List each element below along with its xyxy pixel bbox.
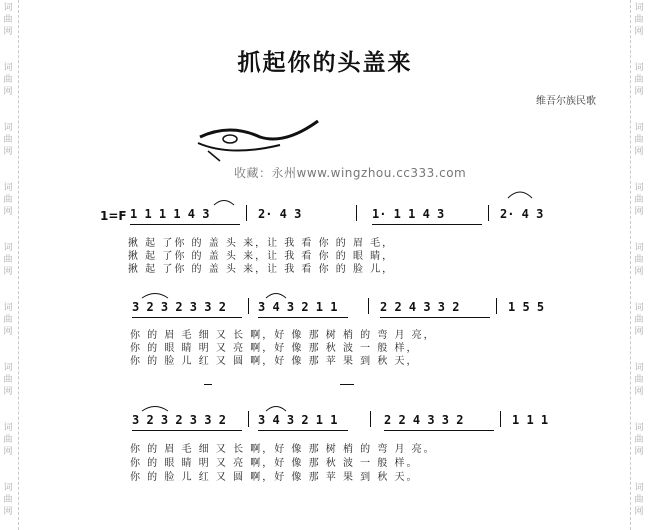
measure-notes: 2 2 4 3 3 2 bbox=[384, 413, 464, 427]
fermata bbox=[506, 186, 534, 200]
tie-arc bbox=[264, 402, 288, 412]
bar-line bbox=[368, 298, 369, 314]
beam bbox=[380, 317, 490, 318]
song-source: 维吾尔族民歌 bbox=[536, 96, 596, 107]
measure-notes: 1 5 5 bbox=[508, 300, 545, 314]
key-signature: 1=F bbox=[100, 209, 127, 223]
measure-notes: 2· 4 3 bbox=[500, 207, 544, 221]
lyric-line: 你 的 眉 毛 细 又 长 啊，好 像 那 树 梢 的 弯 月 亮。 bbox=[130, 444, 436, 455]
measure-notes: 2· 4 3 bbox=[258, 207, 302, 221]
beam bbox=[130, 224, 240, 225]
measure-notes: 1 1 1 bbox=[512, 413, 549, 427]
left-watermark-strip bbox=[0, 0, 19, 530]
watermark: 词 曲 网 bbox=[634, 363, 644, 397]
measure-notes: 1· 1 1 4 3 bbox=[372, 207, 445, 221]
watermark: 词 曲 网 bbox=[634, 63, 644, 97]
song-title: 抓起你的头盖来 bbox=[237, 49, 413, 76]
bar-line bbox=[356, 205, 357, 221]
beam bbox=[132, 430, 242, 431]
right-watermark-strip bbox=[630, 0, 649, 530]
beam bbox=[372, 224, 482, 225]
lyric-line: 你 的 脸 儿 红 又 圆 啊，好 像 那 苹 果 到 秋 天。 bbox=[130, 472, 419, 483]
watermark: 词 曲 网 bbox=[3, 63, 13, 97]
beam bbox=[258, 430, 348, 431]
watermark: 词 曲 网 bbox=[634, 3, 644, 37]
measure-notes: 1 1 1 1 4 3 bbox=[130, 207, 210, 221]
measure-notes: 3 4 3 2 1 1 bbox=[258, 413, 338, 427]
watermark: 词 曲 网 bbox=[634, 423, 644, 457]
watermark: 词 曲 网 bbox=[3, 183, 13, 217]
lyric-line: 你 的 眼 睛 明 又 亮 啊，好 像 那 秋 波 一 般 样。 bbox=[130, 458, 419, 469]
bar-line bbox=[500, 411, 501, 427]
lyric-line: 揪 起 了你 的 盖 头 来，让 我 看 你 的 脸 儿， bbox=[128, 264, 395, 275]
dash-mark bbox=[340, 384, 354, 385]
watermark: 词 曲 网 bbox=[3, 123, 13, 157]
lyric-line: 你 的 眼 睛 明 又 亮 啊，好 像 那 秋 波 一 般 样， bbox=[130, 343, 419, 354]
watermark: 词 曲 网 bbox=[634, 183, 644, 217]
beam bbox=[384, 430, 494, 431]
watermark: 词 曲 网 bbox=[3, 303, 13, 337]
measure-notes: 3 2 3 2 3 3 2 bbox=[132, 413, 226, 427]
measure-notes: 2 2 4 3 3 2 bbox=[380, 300, 460, 314]
watermark: 词 曲 网 bbox=[634, 123, 644, 157]
bar-line bbox=[246, 205, 247, 221]
watermark: 词 曲 网 bbox=[3, 363, 13, 397]
site-url: 收藏：永州www.wingzhou.cc333.com bbox=[234, 166, 467, 180]
tie-arc bbox=[140, 402, 170, 412]
watermark: 词 曲 网 bbox=[634, 483, 644, 517]
site-logo bbox=[190, 115, 325, 165]
watermark: 词 曲 网 bbox=[634, 303, 644, 337]
watermark: 词 曲 网 bbox=[3, 483, 13, 517]
watermark: 词 曲 网 bbox=[3, 3, 13, 37]
bar-line bbox=[488, 205, 489, 221]
dash-mark bbox=[204, 384, 212, 385]
watermark: 词 曲 网 bbox=[634, 243, 644, 277]
bar-line bbox=[248, 411, 249, 427]
watermark: 词 曲 网 bbox=[3, 423, 13, 457]
bar-line bbox=[248, 298, 249, 314]
tie-arc bbox=[212, 196, 236, 206]
lyric-line: 你 的 眉 毛 细 又 长 啊，好 像 那 树 梢 的 弯 月 亮， bbox=[130, 330, 436, 341]
tie-arc bbox=[264, 289, 288, 299]
bar-line bbox=[370, 411, 371, 427]
beam bbox=[258, 317, 348, 318]
measure-notes: 3 2 3 2 3 3 2 bbox=[132, 300, 226, 314]
measure-notes: 3 4 3 2 1 1 bbox=[258, 300, 338, 314]
lyric-line: 揪 起 了你 的 盖 头 来，让 我 看 你 的 眉 毛， bbox=[128, 238, 395, 249]
beam bbox=[132, 317, 242, 318]
bar-line bbox=[496, 298, 497, 314]
lyric-line: 揪 起 了你 的 盖 头 来，让 我 看 你 的 眼 睛， bbox=[128, 251, 395, 262]
watermark: 词 曲 网 bbox=[3, 243, 13, 277]
lyric-line: 你 的 脸 儿 红 又 圆 啊，好 像 那 苹 果 到 秋 天， bbox=[130, 356, 419, 367]
tie-arc bbox=[140, 289, 170, 299]
